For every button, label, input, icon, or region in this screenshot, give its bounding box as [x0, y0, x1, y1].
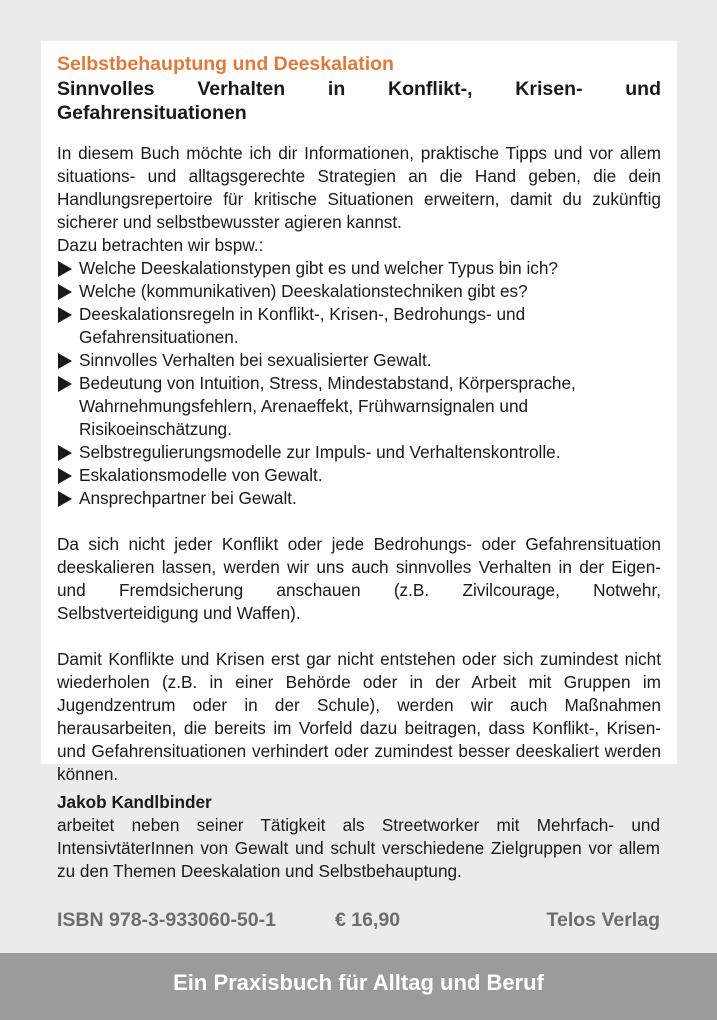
- topic-list: [57, 257, 661, 510]
- book-title: Selbstbehauptung und Deeskalation: [57, 53, 394, 75]
- triangle-right-icon: [58, 353, 72, 369]
- list-item: Selbstregulierungsmodelle zur Impuls- und Verhaltenskontrolle.: [57, 441, 661, 464]
- list-item: Deeskalationsregeln in Konflikt-, Krisen-, Bedrohungs- und Gefahrensituationen.: [57, 303, 661, 349]
- triangle-right-icon: [58, 284, 72, 300]
- list-item: Welche (kommunikativen) Deeskalationstechniken gibt es?: [57, 280, 661, 303]
- triangle-right-icon: [58, 307, 72, 323]
- list-item: Sinnvolles Verhalten bei sexualisierter Gewalt.: [57, 349, 661, 372]
- blurb-card: [41, 41, 677, 784]
- footer-tagline: Ein Praxisbuch für Alltag und Beruf: [173, 970, 544, 995]
- body-paragraph-2: Da sich nicht jeder Konflikt oder jede Bedrohungs- oder Gefahrensituation deeskalieren lassen, werden wir uns auch sinnvolles Verhalten in der Eigen- und Fremdsicherung anschauen (z.B. Zivilcourage, Notwehr, Selbstverteidigung und Waffen).: [57, 534, 661, 623]
- footer-band: [0, 953, 717, 1020]
- list-item: Eskalationsmodelle von Gewalt.: [57, 464, 661, 487]
- book-subtitle: Sinnvolles Verhalten in Konflikt-, Krisen- und Gefahrensituationen: [57, 78, 661, 124]
- publisher: Telos Verlag: [546, 909, 660, 931]
- triangle-right-icon: [58, 468, 72, 484]
- list-item: Welche Deeskalationstypen gibt es und welcher Typus bin ich?: [57, 257, 661, 280]
- isbn: ISBN 978-3-933060-50-1: [57, 909, 276, 931]
- author-name: Jakob Kandlbinder: [57, 792, 212, 812]
- price: € 16,90: [335, 909, 401, 931]
- triangle-right-icon: [58, 491, 72, 507]
- triangle-right-icon: [58, 376, 72, 392]
- list-item: Bedeutung von Intuition, Stress, Mindestabstand, Körpersprache, Wahrnehmungsfehlern, Arenaeffekt, Frühwarnsignalen und Risikoeinschätzung.: [57, 372, 661, 441]
- list-item: Ansprechpartner bei Gewalt.: [57, 487, 661, 510]
- author-bio: arbeitet neben seiner Tätigkeit als Streetworker mit Mehrfach- und IntensivtäterInnen von Gewalt und schult verschiedene Zielgruppen vor allem zu den Themen Deeskalation und Selbstbehauptung.: [57, 815, 660, 881]
- triangle-right-icon: [58, 445, 72, 461]
- author-section: [57, 791, 660, 883]
- book-meta: [57, 908, 660, 932]
- triangle-right-icon: [58, 261, 72, 277]
- intro-paragraph: In diesem Buch möchte ich dir Informationen, praktische Tipps und vor allem situations- und alltagsgerechte Strategien an die Hand geben, die dein Handlungsrepertoire für kritische Situationen erweitern, damit du zukünftig sicherer und selbstbewusster agieren kannst.: [57, 143, 661, 232]
- list-lead: Dazu betrachten wir bspw.:: [57, 235, 264, 255]
- body-paragraph-3: Damit Konflikte und Krisen erst gar nicht entstehen oder sich zumindest nicht wiederholen (z.B. in einer Behörde oder in der Arbeit mit Gruppen im Jugendzentrum oder in der Schule), werden wir auch Maßnahmen herausarbeiten, die bereits im Vorfeld dazu beitragen, dass Konflikt-, Krisen- und Gefahrensituationen verhindert oder zumindest besser deeskaliert werden können.: [57, 649, 661, 784]
